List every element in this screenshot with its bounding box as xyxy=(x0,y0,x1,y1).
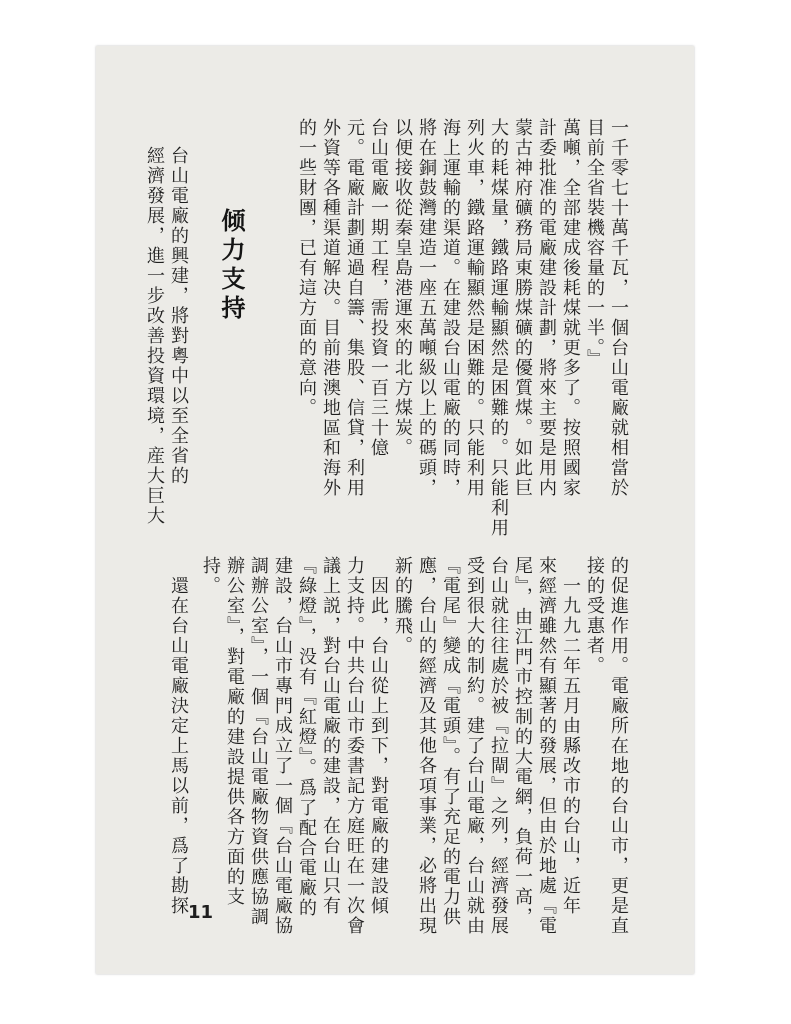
text-column: 還在台山電廠決定上馬以前，爲了勘探 xyxy=(168,576,189,916)
text-column: 力支持。中共台山市委書記方庭旺在一次會 xyxy=(344,556,365,936)
text-column: 經濟發展，進一步改善投資環境，産大巨大 xyxy=(144,146,165,526)
text-column: 調辦公室』，一個『台山電廠物資供應協調 xyxy=(248,556,269,927)
text-column: 台山就往往處於被『拉閘』之列，經濟發展 xyxy=(488,556,509,936)
text-column: 一千零七十萬千瓦，一個台山電廠就相當於 xyxy=(608,118,629,498)
text-column: 外資等各種渠道解决。目前港澳地區和海外 xyxy=(320,118,341,498)
text-column: 列火車，鐵路運輸顯然是困難的。只能利用 xyxy=(464,118,485,498)
text-column: 接的受惠者。 xyxy=(584,556,605,676)
text-column: 台山電廠的興建，將對粵中以至全省的 xyxy=(168,146,189,486)
text-column: 以便接收從秦皇島港運來的北方煤炭。 xyxy=(392,118,413,458)
text-column: 台山電廠一期工程，需投資一百三十億 xyxy=(368,118,389,458)
text-column: 元。電廠計劃通過自籌、集股、信貸，利用 xyxy=(344,118,365,498)
page-number: 11 xyxy=(188,902,214,923)
text-column: 受到很大的制約。建了台山電廠，台山就由 xyxy=(464,556,485,936)
text-column: 目前全省裝機容量的一半。』 xyxy=(584,118,605,369)
text-column: 因此，台山從上到下，對電廠的建設傾 xyxy=(368,576,389,916)
text-column: 一九九二年五月由縣改市的台山，近年 xyxy=(560,576,581,916)
text-column: 來經濟雖然有顯著的發展，但由於地處『電 xyxy=(536,556,557,936)
text-column: 的促進作用。電廠所在地的台山市，更是直 xyxy=(608,556,629,936)
text-column: 『電尾』變成『電頭』。有了充足的電力供 xyxy=(440,556,461,927)
text-column: 持。 xyxy=(200,556,221,596)
text-column: 大的耗煤量，鐵路運輸顯然是困難的。只能利用 xyxy=(488,118,509,538)
section-heading: 倾力支持 xyxy=(217,208,245,324)
text-column: 『綠燈』，没有『紅燈』。爲了配合電廠的 xyxy=(296,556,317,918)
text-column: 辦公室』，對電廠的建設提供各方面的支 xyxy=(224,556,245,907)
text-column: 的一些財團，已有這方面的意向。 xyxy=(296,118,317,418)
text-column: 蒙古神府礦務局東勝煤礦的優質煤。如此巨 xyxy=(512,118,533,498)
text-column: 海上運輸的渠道。在建設台山電廠的同時， xyxy=(440,118,461,498)
book-page xyxy=(96,46,694,974)
text-column: 萬噸，全部建成後耗煤就更多了。按照國家 xyxy=(560,118,581,498)
text-column: 建設，台山市專門成立了一個『台山電廠協 xyxy=(272,556,293,936)
text-column: 應，台山的經濟及其他各項事業，必將出現 xyxy=(416,556,437,936)
text-column: 將在銅鼓灣建造一座五萬噸級以上的碼頭， xyxy=(416,118,437,498)
text-column: 議上説，對台山電廠的建設，在台山只有 xyxy=(320,556,341,916)
text-column: 尾』，由江門市控制的大電網，負荷一高， xyxy=(512,556,533,927)
text-column: 新的騰飛。 xyxy=(392,556,413,656)
text-column: 計委批准的電廠建設計劃，將來主要是用内 xyxy=(536,118,557,498)
